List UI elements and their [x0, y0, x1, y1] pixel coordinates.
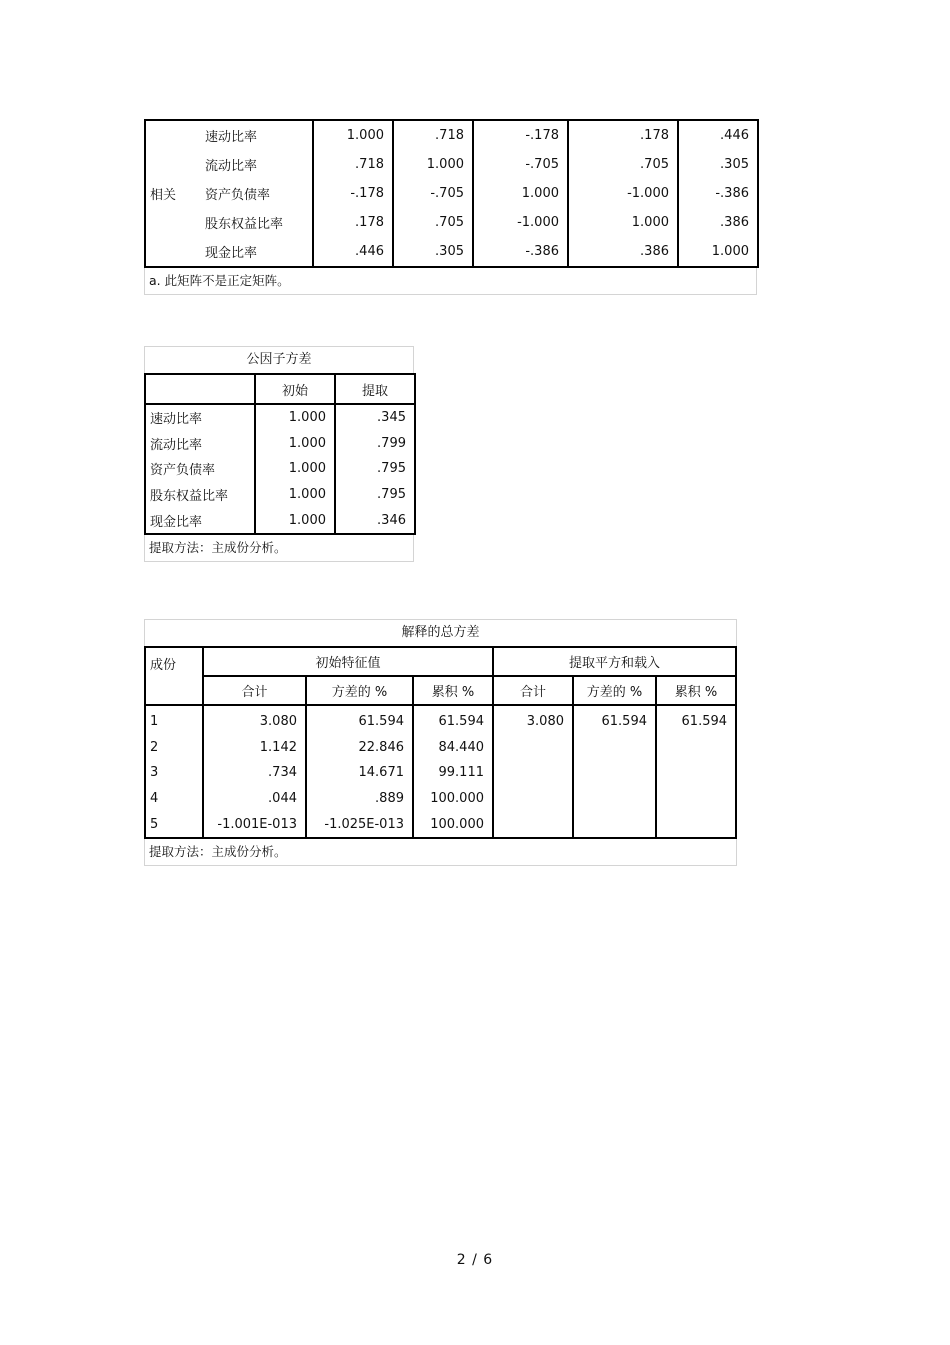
header-row: [145, 676, 736, 705]
cell: .345: [335, 404, 415, 431]
cell: 1.000: [255, 456, 335, 482]
row-label: 速动比率: [150, 412, 203, 428]
cell: 1.000: [255, 482, 335, 508]
column-header: 累积 %: [656, 676, 736, 705]
row-label: 流动比率: [150, 437, 203, 453]
cell: 1.000: [568, 208, 678, 237]
cell: 100.000: [413, 811, 493, 838]
cell: .799: [335, 431, 415, 457]
table-row: [145, 456, 415, 482]
cell: 3.080: [493, 705, 573, 735]
cell: 1.000: [313, 120, 393, 150]
cell: [656, 760, 736, 786]
cell: .734: [203, 760, 306, 786]
cell: .386: [678, 208, 758, 237]
column-header: 合计: [493, 676, 573, 705]
row-label: 速动比率: [205, 130, 258, 145]
cell: .305: [678, 150, 758, 179]
cell: 99.111: [413, 760, 493, 786]
table-row: [145, 120, 758, 150]
cell: .705: [393, 208, 473, 237]
component-label: 1: [150, 714, 159, 730]
row-label: 现金比率: [150, 514, 203, 530]
communalities-block: [144, 346, 414, 562]
component-label: 2: [150, 739, 159, 755]
column-header: 提取: [335, 374, 415, 404]
cell: 1.000: [255, 404, 335, 431]
table-row: [145, 150, 758, 179]
table-row: [145, 705, 736, 735]
cell: 3.080: [203, 705, 306, 735]
cell: 100.000: [413, 786, 493, 812]
cell: -1.025E-013: [306, 811, 413, 838]
cell: [493, 811, 573, 838]
column-header: 合计: [203, 676, 306, 705]
column-header: 成份: [145, 647, 203, 705]
row-label: 流动比率: [205, 159, 258, 174]
cell: [493, 735, 573, 761]
cell: -.178: [473, 120, 568, 150]
cell: -.705: [473, 150, 568, 179]
column-header: 累积 %: [413, 676, 493, 705]
table-row: [145, 208, 758, 237]
cell: .346: [335, 507, 415, 534]
table-row: [145, 237, 758, 267]
cell: [656, 735, 736, 761]
correlation-table: [144, 119, 759, 268]
row-label: 股东权益比率: [205, 217, 284, 232]
table-row: [145, 431, 415, 457]
table-row: [145, 811, 736, 838]
row-label: 现金比率: [205, 246, 258, 261]
cell: -1.000: [473, 208, 568, 237]
column-header: 方差的 %: [573, 676, 656, 705]
cell: [656, 786, 736, 812]
cell: 61.594: [413, 705, 493, 735]
table-row: [145, 179, 758, 208]
cell: [573, 786, 656, 812]
table-footnote: a. 此矩阵不是正定矩阵。: [144, 268, 757, 295]
header-row: [145, 647, 736, 676]
cell: .446: [678, 120, 758, 150]
cell: 1.000: [393, 150, 473, 179]
correlation-matrix-block: [144, 119, 759, 295]
cell: [493, 786, 573, 812]
cell: 61.594: [656, 705, 736, 735]
cell: .386: [568, 237, 678, 267]
cell: .446: [313, 237, 393, 267]
group-header: 初始特征值: [203, 647, 493, 676]
cell: .718: [313, 150, 393, 179]
cell: [573, 760, 656, 786]
table-row: [145, 786, 736, 812]
cell: .795: [335, 482, 415, 508]
component-label: 5: [150, 816, 159, 832]
cell: .178: [313, 208, 393, 237]
cell: 1.000: [473, 179, 568, 208]
row-label: 资产负债率: [205, 188, 271, 203]
total-variance-block: [144, 619, 737, 866]
table-row: [145, 735, 736, 761]
cell: 14.671: [306, 760, 413, 786]
row-label: 资产负债率: [150, 463, 216, 479]
cell: .178: [568, 120, 678, 150]
cell: [573, 735, 656, 761]
cell: [573, 811, 656, 838]
cell: [656, 811, 736, 838]
cell: 1.000: [255, 507, 335, 534]
group-header: 提取平方和载入: [493, 647, 736, 676]
cell: 61.594: [573, 705, 656, 735]
table-row: [145, 404, 415, 431]
cell: .705: [568, 150, 678, 179]
cell: .795: [335, 456, 415, 482]
cell: [493, 760, 573, 786]
communalities-table: [144, 373, 416, 535]
total-variance-table: [144, 646, 737, 839]
cell: 1.142: [203, 735, 306, 761]
cell: -.386: [678, 179, 758, 208]
column-header: 初始: [255, 374, 335, 404]
table-row: [145, 760, 736, 786]
column-header: 方差的 %: [306, 676, 413, 705]
cell: .889: [306, 786, 413, 812]
table-row: [145, 507, 415, 534]
cell: .718: [393, 120, 473, 150]
cell: 22.846: [306, 735, 413, 761]
cell: -1.001E-013: [203, 811, 306, 838]
cell: 84.440: [413, 735, 493, 761]
cell: .044: [203, 786, 306, 812]
cell: 61.594: [306, 705, 413, 735]
cell: 1.000: [678, 237, 758, 267]
cell: .305: [393, 237, 473, 267]
row-label: 股东权益比率: [150, 489, 229, 505]
table-footnote: 提取方法：主成份分析。: [144, 839, 737, 866]
column-header: [145, 374, 255, 404]
cell: -.178: [313, 179, 393, 208]
table-footnote: 提取方法：主成份分析。: [144, 535, 414, 562]
table-title: 解释的总方差: [144, 619, 737, 646]
cell: -.705: [393, 179, 473, 208]
cell: -1.000: [568, 179, 678, 208]
component-label: 4: [150, 791, 159, 807]
cell: -.386: [473, 237, 568, 267]
cell: 1.000: [255, 431, 335, 457]
page-number: 2 / 6: [456, 1252, 494, 1268]
group-label: 相关: [150, 188, 177, 203]
table-title: 公因子方差: [144, 346, 414, 373]
table-row: [145, 482, 415, 508]
header-row: [145, 374, 415, 404]
component-label: 3: [150, 765, 159, 781]
